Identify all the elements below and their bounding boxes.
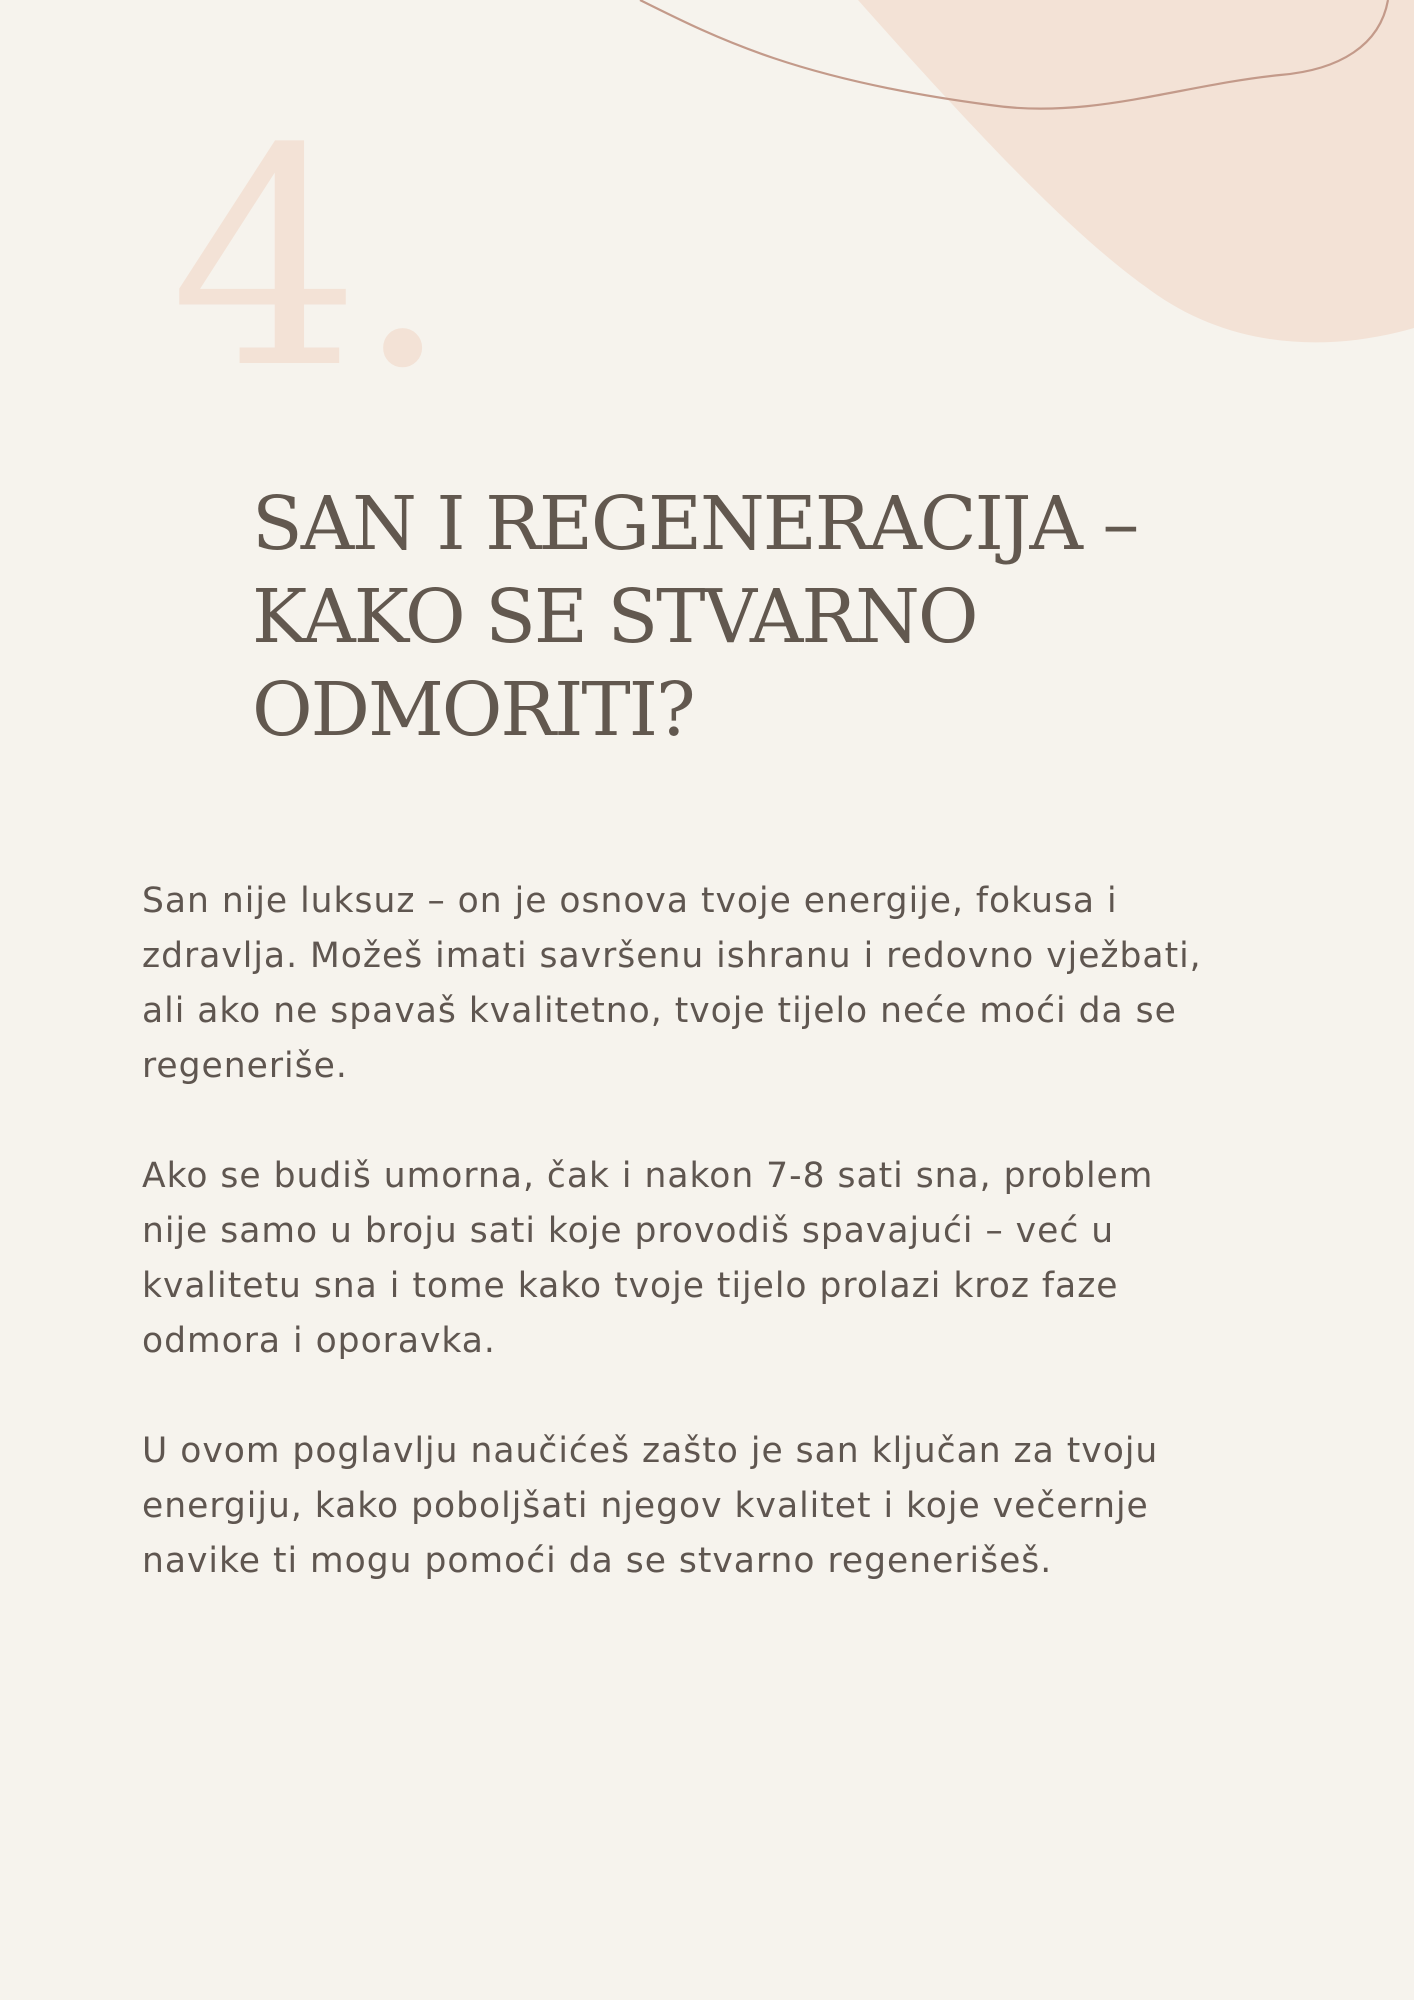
paragraph-line: ali ako ne spavaš kvalitetno, tvoje tijelo neće moći da se <box>142 991 1177 1031</box>
paragraph-line: regeneriše. <box>142 1046 348 1086</box>
paragraph-line: kvalitetu sna i tome kako tvoje tijelo prolazi kroz faze <box>142 1266 1119 1306</box>
title-line: ODMORITI? <box>252 667 694 753</box>
body-text <box>142 874 1282 1644</box>
paragraph-chapter-summary <box>142 1424 1282 1589</box>
paragraph-line: navike ti mogu pomoći da se stvarno regenerišeš. <box>142 1541 1053 1581</box>
paragraph-line: zdravlja. Možeš imati savršenu ishranu i redovno vježbati, <box>142 936 1202 976</box>
paragraph-line: nije samo u broju sati koje provodiš spavajući – već u <box>142 1211 1115 1251</box>
page-title <box>252 478 1232 757</box>
chapter-number: 4. <box>170 85 445 434</box>
corner-blob-shape <box>858 0 1414 342</box>
paragraph-line: U ovom poglavlju naučićeš zašto je san ključan za tvoju <box>142 1431 1159 1471</box>
paragraph-line: Ako se budiš umorna, čak i nakon 7-8 sati sna, problem <box>142 1156 1154 1196</box>
paragraph-intro <box>142 874 1282 1094</box>
corner-curve-line <box>640 0 1388 109</box>
paragraph-line: odmora i oporavka. <box>142 1321 496 1361</box>
paragraph-line: energiju, kako poboljšati njegov kvalitet i koje večernje <box>142 1486 1149 1526</box>
title-line: SAN I REGENERACIJA – <box>252 481 1138 567</box>
paragraph-line: San nije luksuz – on je osnova tvoje energije, fokusa i <box>142 881 1118 921</box>
title-line: KAKO SE STVARNO <box>252 574 977 660</box>
paragraph-tiredness <box>142 1149 1282 1369</box>
